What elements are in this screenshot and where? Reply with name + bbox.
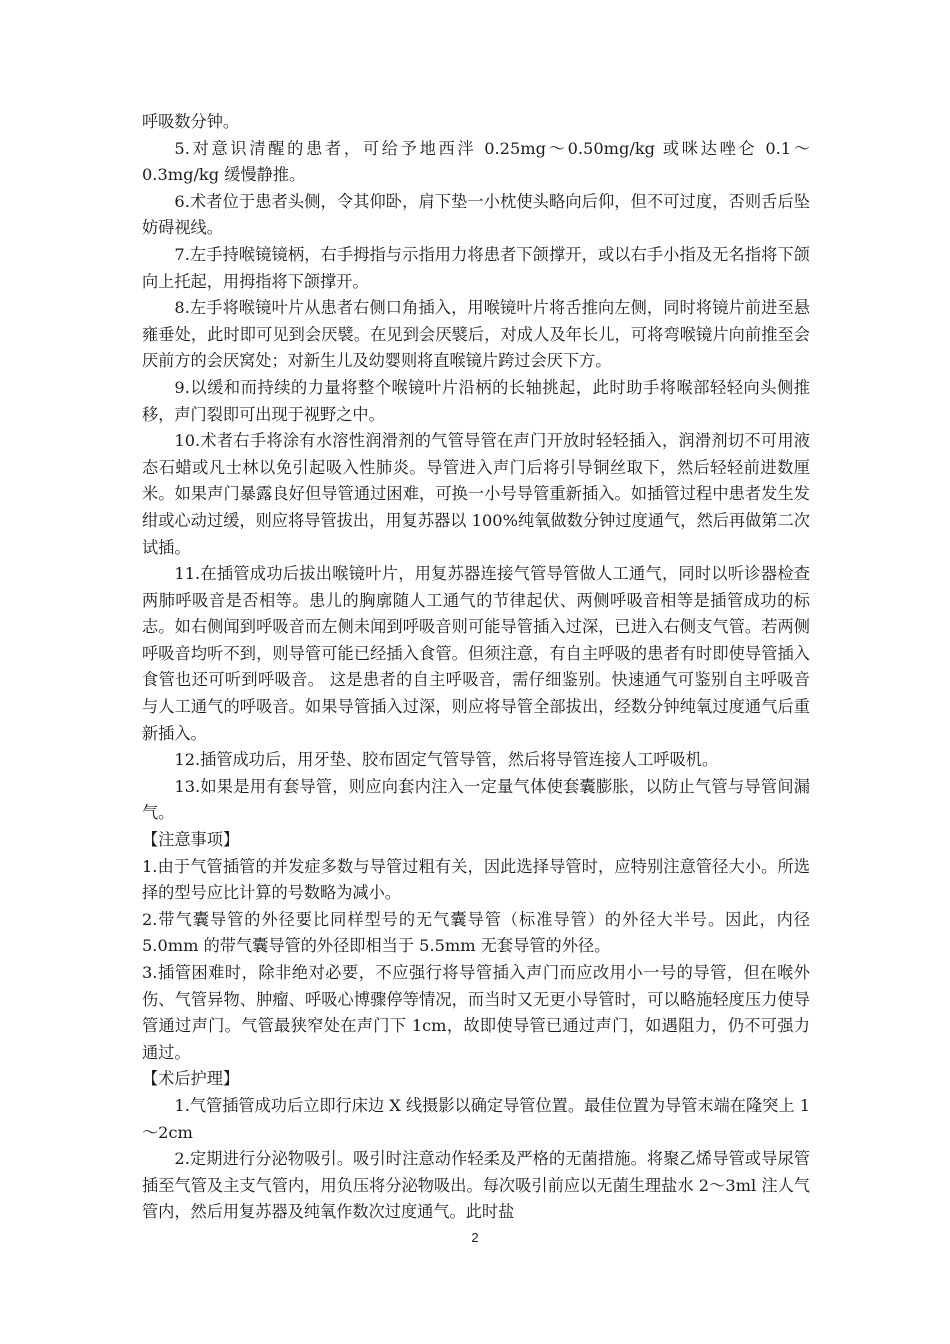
paragraph: 1.由于气管插管的并发症多数与导管过粗有关，因此选择导管时，应特别注意管径大小。所选择的型号应比计算的号数略为减小。	[142, 856, 810, 903]
paragraph: 8.左手将喉镜叶片从患者右侧口角插入，用喉镜叶片将舌推向左侧，同时将镜片前进至悬雍垂处，此时即可见到会厌襞。在见到会厌襞后，对成人及年长儿，可将弯喉镜片向前推至会厌前方的会厌窝处；对新生儿及幼婴则将直喉镜片跨过会厌下方。	[142, 298, 810, 371]
paragraph: 2.带气囊导管的外径要比同样型号的无气囊导管（标准导管）的外径大半号。因此，内径 5.0mm 的带气囊导管的外径即相当于 5.5mm 无套导管的外径。	[142, 909, 810, 956]
paragraph: 呼吸数分钟。	[142, 112, 240, 131]
paragraph: 13.如果是用有套导管，则应向套内注入一定量气体使套囊膨胀，以防止气管与导管间漏气。	[142, 776, 810, 823]
paragraph: 7.左手持喉镜镜柄，右手拇指与示指用力将患者下颌撑开，或以右手小指及无名指将下颌向上托起，用拇指将下颌撑开。	[142, 244, 810, 291]
page-number: 2	[471, 1230, 479, 1245]
document-body	[142, 109, 810, 1226]
section-heading: 【注意事项】	[142, 830, 240, 850]
section-heading: 【术后护理】	[142, 1069, 240, 1089]
paragraph: 6.术者位于患者头侧，令其仰卧，肩下垫一小枕使头略向后仰，但不可过度，否则舌后坠妨碍视线。	[142, 191, 810, 238]
paragraph: 11.在插管成功后拔出喉镜叶片，用复苏器连接气管导管做人工通气，同时以听诊器检查两肺呼吸音是否相等。患儿的胸廓随人工通气的节律起伏、两侧呼吸音相等是插管成功的标志。如右侧闻到呼吸音而左侧未闻到呼吸音则可能导管插入过深，已进入右侧支气管。若两侧呼吸音均听不到，则导管可能已经插入食管。但须注意，有自主呼吸的患者有时即使导管插入食管也还可听到呼吸音。 这是患者的自主呼吸音，需仔细鉴别。快速通气可鉴别自主呼吸音与人工通气的呼吸音。如果导管插入过深，则应将导管全部拔出，经数分钟纯氧过度通气后重新插入。	[142, 564, 810, 743]
paragraph: 5.对意识清醒的患者，可给予地西泮 0.25mg～0.50mg/kg 或咪达唑仑 0.1～0.3mg/kg 缓慢静推。	[142, 138, 810, 185]
paragraph: 9.以缓和而持续的力量将整个喉镜叶片沿柄的长轴挑起，此时助手将喉部轻轻向头侧推移，声门裂即可出现于视野之中。	[142, 377, 810, 424]
paragraph: 3.插管困难时，除非绝对必要，不应强行将导管插入声门而应改用小一号的导管，但在喉外伤、气管异物、肿瘤、呼吸心博骤停等情况，而当时又无更小导管时，可以略施轻度压力使导管通过声门。气管最狭窄处在声门下 1cm，故即使导管已通过声门，如遇阻力，仍不可强力通过。	[142, 963, 810, 1062]
paragraph: 2.定期进行分泌物吸引。吸引时注意动作轻柔及严格的无菌措施。将聚乙烯导管或导尿管插至气管及主支气管内，用负压将分泌物吸出。每次吸引前应以无菌生理盐水 2～3ml 注人气管内，然后用复苏器及纯氧作数次过度通气。此时盐	[142, 1149, 810, 1222]
paragraph: 1.气管插管成功后立即行床边 X 线摄影以确定导管位置。最佳位置为导管末端在隆突上 1～2cm	[142, 1095, 810, 1142]
paragraph: 12.插管成功后，用牙垫、胶布固定气管导管，然后将导管连接人工呼吸机。	[174, 750, 719, 770]
paragraph: 10.术者右手将涂有水溶性润滑剂的气管导管在声门开放时轻轻插入，润滑剂切不可用液态石蜡或凡士林以免引起吸入性肺炎。导管进入声门后将引导铜丝取下，然后轻轻前进数厘米。如果声门暴露良好但导管通过困难，可换一小号导管重新插入。如插管过程中患者发生发绀或心动过缓，则应将导管拔出，用复苏器以 100%纯氧做数分钟过度通气，然后再做第二次试插。	[142, 431, 810, 557]
